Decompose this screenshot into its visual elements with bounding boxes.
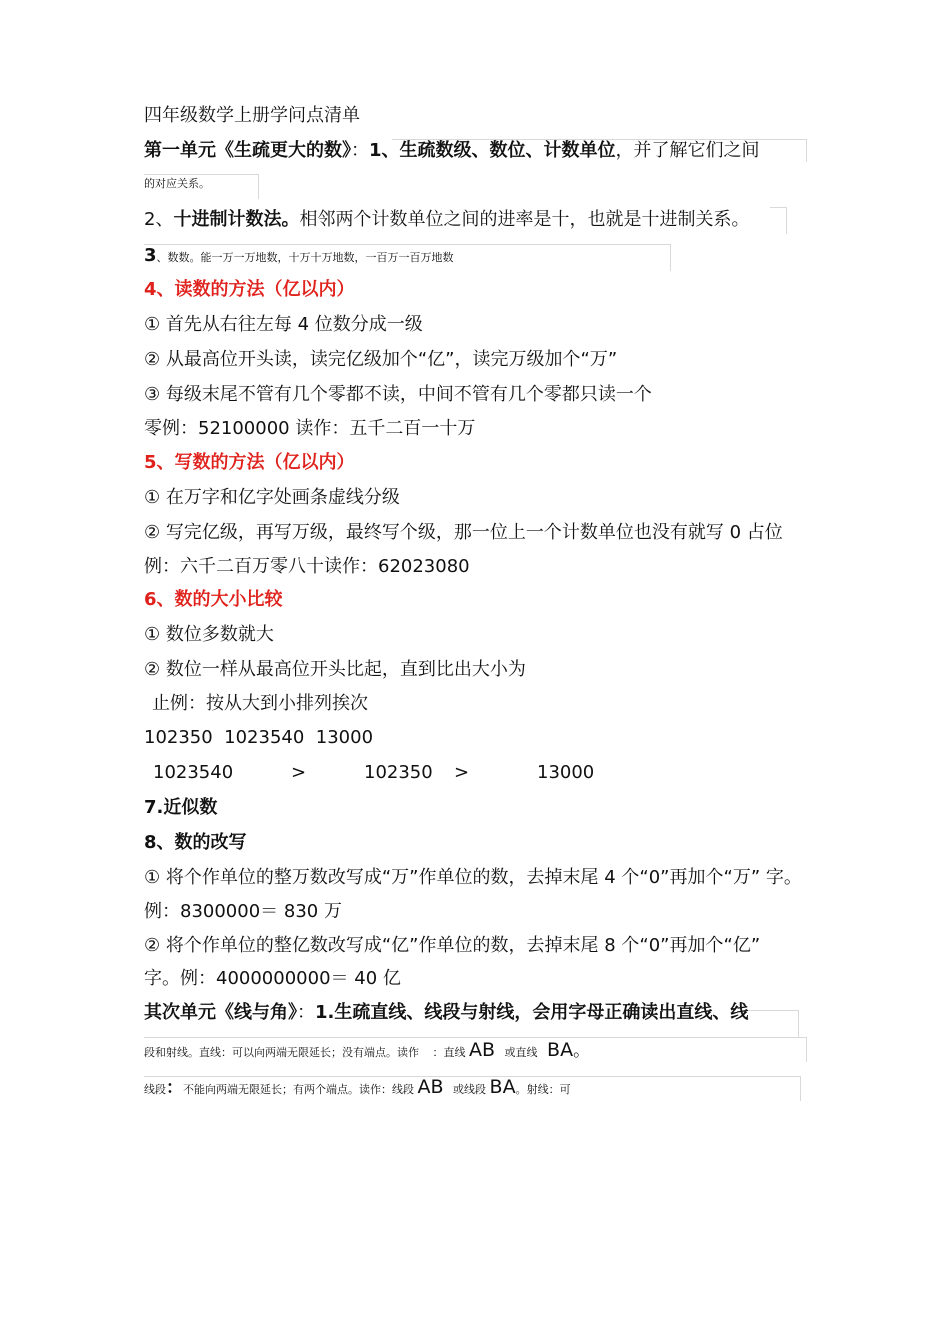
compare-step-1: ① 数位多数就大 — [144, 624, 274, 645]
compare-step-2: ② 数位一样从最高位开头比起，直到比出大小为 — [144, 659, 526, 680]
unit1-point1-rest: ，并了解它们之间 — [615, 140, 760, 161]
rewrite-step-1: ① 将个作单位的整万数改写成“万”作单位的数，去掉末尾 4 个“0”再加个“万” 字。 — [144, 867, 802, 888]
unit1-point1-cont: 的对应关系。 — [144, 177, 210, 190]
line-ba-label: BA — [547, 1039, 574, 1061]
rewrite-heading: 8、数的改写 — [144, 832, 247, 853]
unit2-title: 其次单元《线与角》 — [144, 1002, 297, 1023]
ordered-number: 1023540 — [153, 762, 234, 783]
read-heading: 4、读数的方法（亿以内） — [144, 279, 355, 300]
greater-than-sign: > — [291, 762, 307, 783]
line-definition — [144, 1039, 590, 1064]
unit1-colon: ： — [351, 140, 369, 161]
seg-def-text: 不能向两端无限延长；有两个端点。读作：线段 — [183, 1083, 414, 1096]
compare-numbers: 102350 1023540 13000 — [144, 727, 374, 748]
unit1-point1 — [144, 139, 760, 163]
segment-ba-label: BA — [489, 1076, 516, 1098]
line-def-read: ：直线 — [432, 1046, 466, 1059]
rewrite-example-1: 例：8300000＝ 830 万 — [144, 901, 342, 922]
ordered-number: 13000 — [537, 762, 595, 783]
unit1-point2-bold: 十进制计数法。 — [173, 209, 300, 230]
line-def-or: 或直线 — [504, 1046, 538, 1059]
unit1-point1-bold: 1、生疏数级、数位、计数单位 — [369, 140, 616, 161]
read-step-1: ① 首先从右往左每 4 位数分成一级 — [144, 314, 423, 335]
unit1-point2-num: 2、 — [144, 209, 174, 230]
segment-ab-label: AB — [417, 1076, 444, 1098]
unit1-title: 第一单元《生疏更大的数》 — [144, 140, 351, 161]
line-def-end: 。 — [573, 1041, 591, 1061]
unit1-point2 — [144, 208, 749, 232]
line-ab-label: AB — [469, 1039, 496, 1061]
write-example: 例：六千二百万零八十读作：62023080 — [144, 556, 470, 577]
unit1-point3 — [144, 244, 454, 270]
compare-step-3: 止例：按从大到小排列挨次 — [152, 693, 368, 714]
seg-def-colon: ： — [166, 1078, 183, 1098]
compare-heading: 6、数的大小比较 — [144, 589, 283, 610]
seg-def-or: 或线段 — [453, 1083, 487, 1096]
frame-line — [770, 207, 787, 234]
write-step-2: ② 写完亿级，再写万级，最终写个级，那一位上一个计数单位也没有就写 0 占位 — [144, 522, 783, 543]
approx-heading: 7.近似数 — [144, 797, 218, 818]
greater-than-sign: > — [454, 762, 470, 783]
unit2-point1 — [144, 1001, 748, 1025]
read-step-3: ③ 每级末尾不管有几个零都不读，中间不管有几个零都只读一个 — [144, 384, 652, 405]
seg-def-word: 线段 — [144, 1083, 166, 1096]
write-step-1: ① 在万字和亿字处画条虚线分级 — [144, 487, 400, 508]
rewrite-step-2: ② 将个作单位的整亿数改写成“亿”作单位的数，去掉末尾 8 个“0”再加个“亿” — [144, 935, 761, 956]
rewrite-example-2: 字。例：4000000000＝ 40 亿 — [144, 968, 401, 989]
frame-line — [744, 1010, 799, 1037]
ordered-number: 102350 — [364, 762, 433, 783]
write-heading: 5、写数的方法（亿以内） — [144, 452, 355, 473]
unit2-point1-bold: 1.生疏直线、线段与射线，会用字母正确读出直线、线 — [315, 1002, 749, 1023]
unit1-point3-num: 3 — [144, 245, 157, 266]
unit2-colon: ： — [297, 1002, 315, 1023]
unit1-point2-rest: 相邻两个计数单位之间的进率是十，也就是十进制关系。 — [299, 209, 750, 230]
read-example: 零例：52100000 读作：五千二百一十万 — [144, 418, 476, 439]
page-title: 四年级数学上册学问点清单 — [144, 105, 360, 126]
unit1-point3-rest: 、数数。能一万一万地数，十万十万地数，一百万一百万地数 — [156, 251, 454, 264]
segment-definition — [144, 1076, 571, 1101]
seg-def-end: 。射线：可 — [515, 1083, 571, 1096]
line-def-text: 段和射线。直线：可以向两端无限延长；没有端点。读作 — [144, 1046, 419, 1059]
read-step-2: ② 从最高位开头读，读完亿级加个“亿”，读完万级加个“万” — [144, 349, 618, 370]
